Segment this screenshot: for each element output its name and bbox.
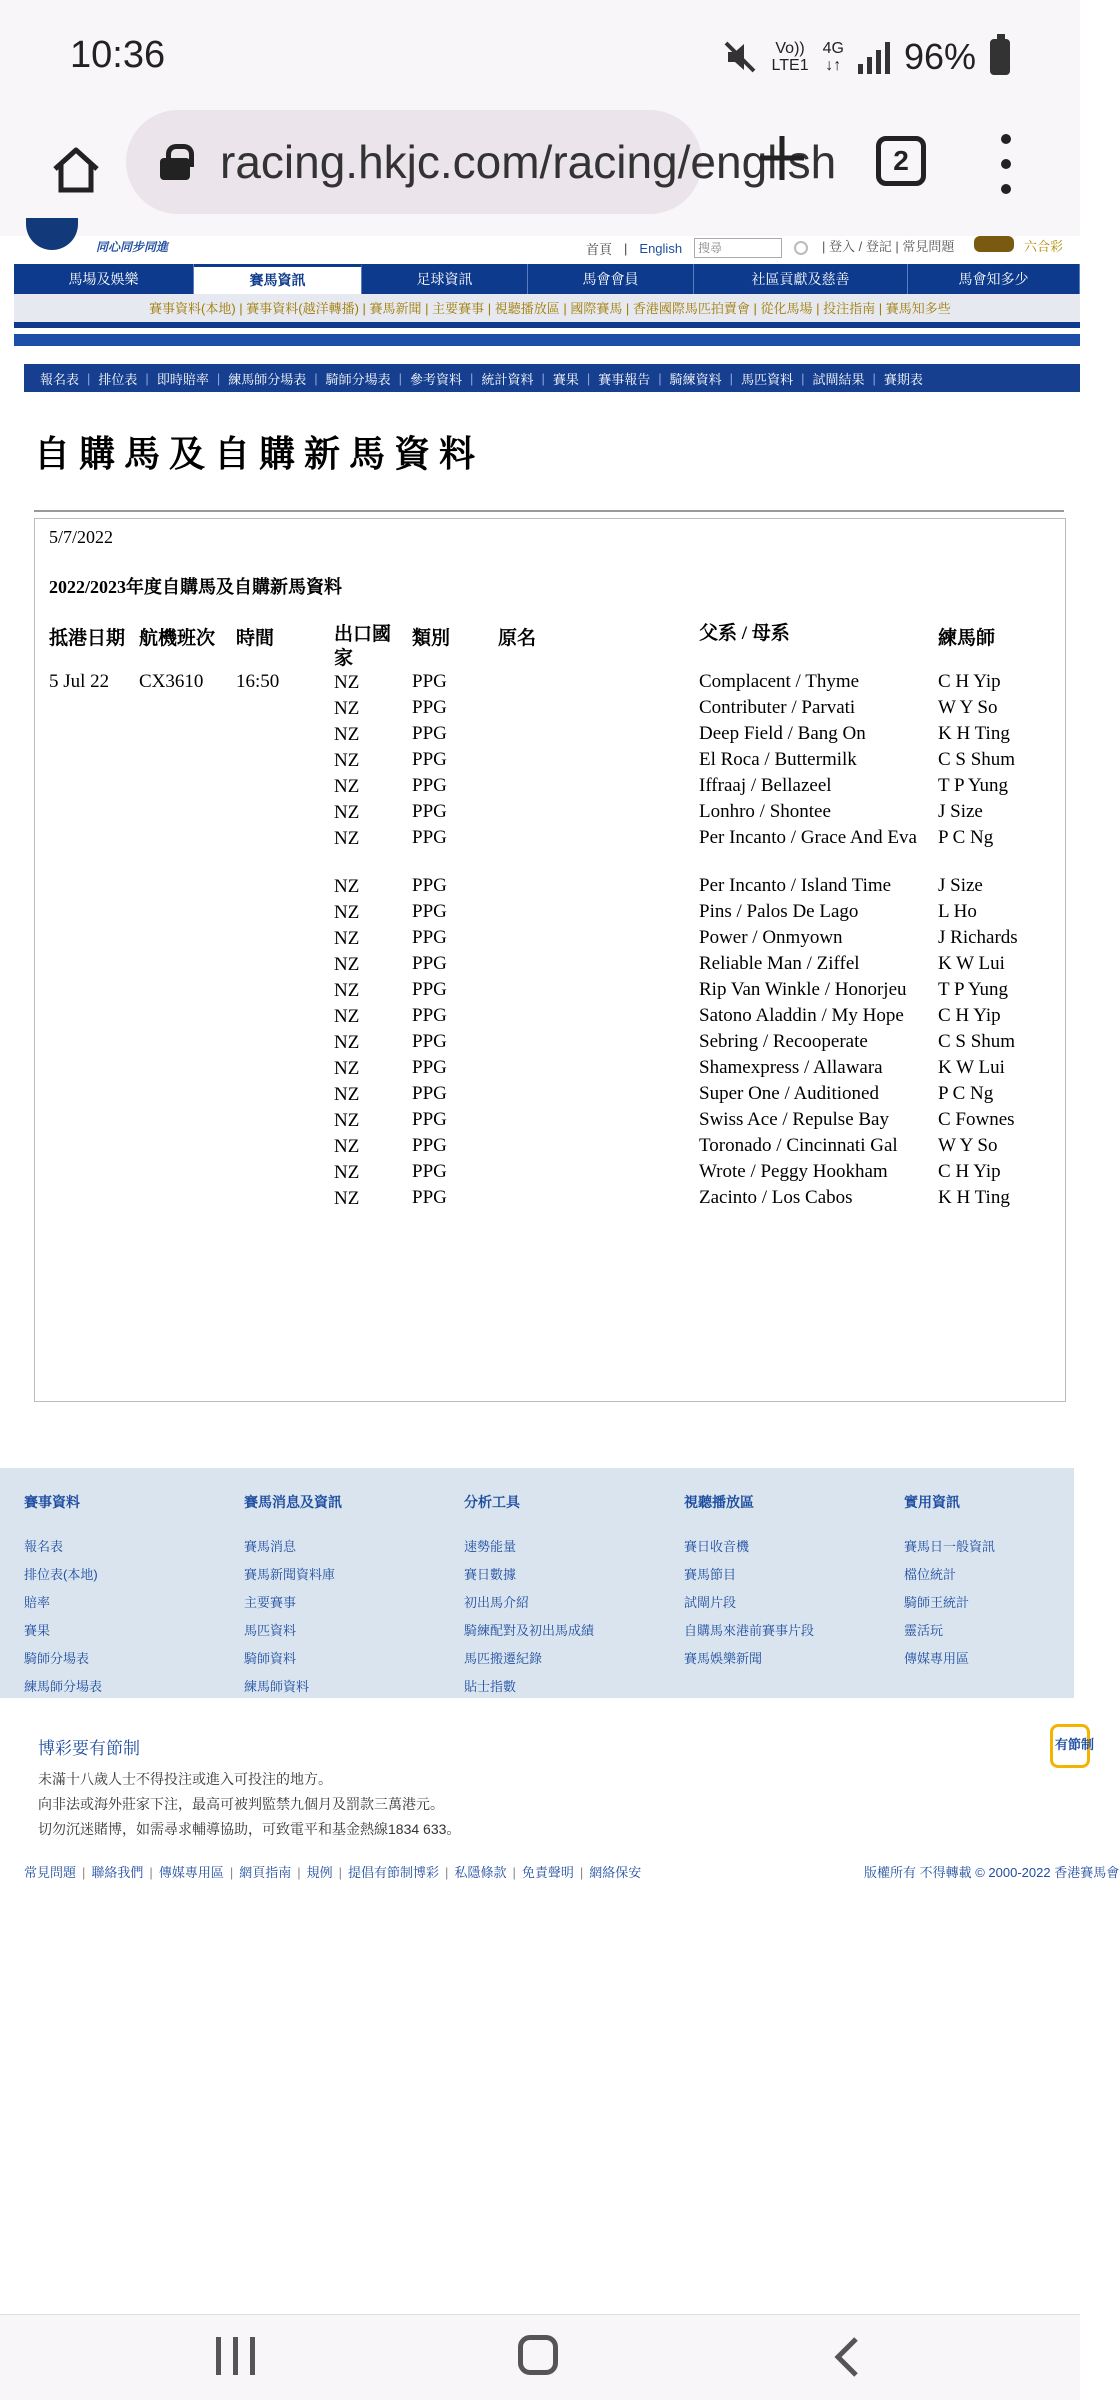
site-top-strip bbox=[0, 236, 1080, 264]
footer-link[interactable]: 賽果 bbox=[24, 1623, 51, 1638]
cell-country: NZ bbox=[334, 802, 360, 823]
sec-nav-odds[interactable]: 即時賠率 bbox=[156, 371, 209, 387]
footer-link[interactable]: 騎師王統計 bbox=[904, 1595, 970, 1610]
network-type bbox=[823, 40, 844, 74]
cell-country: NZ bbox=[334, 776, 360, 797]
publish-date: 5/7/2022 bbox=[49, 527, 114, 547]
cell-trainer: W Y So bbox=[938, 697, 998, 718]
cell-sire-dam: Sebring / Recooperate bbox=[699, 1031, 868, 1052]
footer-link[interactable]: 傳媒專用區 bbox=[904, 1651, 970, 1666]
footer-link[interactable]: 排位表(本地) bbox=[24, 1567, 98, 1582]
cell-trainer: K W Lui bbox=[938, 953, 1005, 974]
status-bar bbox=[0, 0, 1080, 110]
home-link[interactable]: 首頁 bbox=[586, 241, 613, 257]
cell-type: PPG bbox=[412, 697, 447, 718]
cell-sire-dam: Toronado / Cincinnati Gal bbox=[699, 1135, 898, 1156]
cell-type: PPG bbox=[412, 775, 447, 796]
footer-column-title[interactable]: 分析工具 bbox=[464, 1494, 520, 1510]
cell-type: PPG bbox=[412, 801, 447, 822]
cell-trainer: K H Ting bbox=[938, 1187, 1010, 1208]
responsible-line: 未滿十八歲人士不得投注或進入可投注的地方。 bbox=[38, 1771, 332, 1787]
footer-column-title[interactable]: 視聽播放區 bbox=[684, 1494, 754, 1510]
cell-sire-dam: Contributer / Parvati bbox=[699, 697, 856, 718]
home-nav-icon[interactable] bbox=[518, 2335, 558, 2375]
cell-trainer: T P Yung bbox=[938, 775, 1009, 796]
cell-sire-dam: Pins / Palos De Lago bbox=[699, 901, 859, 922]
footer-link[interactable]: 騎師分場表 bbox=[24, 1651, 90, 1666]
footer-link[interactable]: 賽馬娛樂新聞 bbox=[684, 1651, 763, 1666]
responsible-gambling-badge[interactable]: 有節制 bbox=[1050, 1724, 1090, 1768]
cell-trainer: C S Shum bbox=[938, 1031, 1016, 1052]
cell-sire-dam: El Roca / Buttermilk bbox=[699, 749, 857, 770]
main-nav-football[interactable]: 足球資訊 bbox=[362, 264, 528, 294]
footer-column bbox=[24, 1492, 102, 1704]
browser-toolbar bbox=[0, 110, 1080, 236]
footer-column-title[interactable]: 賽馬消息及資訊 bbox=[244, 1494, 342, 1510]
footer-link[interactable]: 騎師資料 bbox=[244, 1651, 297, 1666]
overflow-menu-icon[interactable] bbox=[996, 134, 1016, 194]
plus-icon bbox=[754, 130, 810, 186]
cell-trainer: T P Yung bbox=[938, 979, 1009, 1000]
footer-link[interactable]: 賠率 bbox=[24, 1595, 51, 1610]
cell-sire-dam: Deep Field / Bang On bbox=[699, 723, 866, 744]
footer-column-title[interactable]: 實用資訊 bbox=[904, 1494, 960, 1510]
cell-sire-dam: Zacinto / Los Cabos bbox=[699, 1187, 853, 1208]
cell-arrival-date: 5 Jul 22 bbox=[49, 671, 110, 692]
cell-type: PPG bbox=[412, 979, 447, 1000]
sec-nav-statistics[interactable]: 統計資料 bbox=[481, 371, 534, 387]
footer-link[interactable]: 試閘片段 bbox=[684, 1595, 737, 1610]
sec-nav-reference[interactable]: 參考資料 bbox=[410, 371, 463, 387]
responsible-line: 切勿沉迷賭博，如需尋求輔導協助，可致電平和基金熱線1834 633。 bbox=[38, 1821, 461, 1837]
footer-column bbox=[244, 1492, 342, 1704]
bottom-link[interactable]: 規例 bbox=[306, 1865, 333, 1880]
cell-type: PPG bbox=[412, 723, 447, 744]
network-type-bottom: ↓↑ bbox=[825, 57, 842, 74]
cell-country: NZ bbox=[334, 698, 360, 719]
hkjc-logo[interactable] bbox=[26, 218, 78, 250]
cell-country: NZ bbox=[334, 724, 360, 745]
address-bar[interactable] bbox=[126, 110, 837, 214]
cell-trainer: C H Yip bbox=[938, 1161, 1001, 1182]
responsible-line: 向非法或海外莊家下注，最高可被判監禁九個月及罰款三萬港元。 bbox=[38, 1796, 444, 1812]
import-horse-table bbox=[34, 518, 1066, 1402]
sec-nav-results[interactable]: 賽果 bbox=[552, 371, 579, 387]
footer-link[interactable]: 賽馬日一般資訊 bbox=[904, 1539, 996, 1554]
sec-nav-trainer-ranking[interactable]: 練馬師分場表 bbox=[228, 371, 307, 387]
cell-type: PPG bbox=[412, 671, 447, 692]
responsible-gambling bbox=[38, 1734, 460, 1844]
footer-link[interactable]: 練馬師分場表 bbox=[24, 1679, 103, 1694]
footer-link[interactable]: 自購馬來港前賽事片段 bbox=[684, 1623, 815, 1638]
cell-type: PPG bbox=[412, 901, 447, 922]
footer-column bbox=[684, 1492, 814, 1676]
cell-sire-dam: Iffraaj / Bellazeel bbox=[699, 775, 832, 796]
volte-bottom: LTE1 bbox=[771, 57, 809, 74]
header-arrival-date: 抵港日期 bbox=[49, 628, 126, 649]
home-icon bbox=[49, 143, 103, 197]
english-link[interactable]: English bbox=[639, 240, 683, 256]
cell-type: PPG bbox=[412, 749, 447, 770]
battery-percent: 96% bbox=[903, 36, 976, 77]
tab-switcher-button[interactable]: 2 bbox=[876, 136, 926, 186]
footer-link[interactable]: 騎練配對及初出馬成績 bbox=[464, 1623, 595, 1638]
cell-type: PPG bbox=[412, 953, 447, 974]
cell-type: PPG bbox=[412, 827, 447, 848]
footer-link[interactable]: 靈活玩 bbox=[904, 1623, 944, 1638]
login-links[interactable]: | 登入 / 登記 | 常見問題 bbox=[822, 239, 955, 254]
bottom-links: 常見問題 | 聯絡我們 | 傳媒專用區 | 網頁指南 | 規例 | 提倡有節制博彩 | 私隱條款 | 免責聲明 | 網絡保安 bbox=[24, 1865, 642, 1880]
header-sire-dam: 父系 / 母系 bbox=[699, 623, 790, 644]
status-icons bbox=[722, 36, 1010, 78]
cell-country: NZ bbox=[334, 1162, 360, 1183]
anniversary-badge bbox=[974, 236, 1014, 252]
back-icon[interactable] bbox=[830, 2335, 862, 2385]
cell-sire-dam: Super One / Auditioned bbox=[699, 1083, 879, 1104]
footer-link[interactable]: 練馬師資料 bbox=[244, 1679, 310, 1694]
cell-sire-dam: Power / Onmyown bbox=[699, 927, 843, 948]
web-page bbox=[0, 236, 1119, 2314]
footer-column-title[interactable]: 賽事資料 bbox=[24, 1494, 80, 1510]
cell-time: 16:50 bbox=[236, 671, 280, 692]
cell-type: PPG bbox=[412, 1005, 447, 1026]
bottom-link[interactable]: 提倡有節制博彩 bbox=[348, 1865, 440, 1880]
footer-link[interactable]: 檔位統計 bbox=[904, 1567, 957, 1582]
cell-trainer: C H Yip bbox=[938, 1005, 1001, 1026]
cell-trainer: P C Ng bbox=[938, 1083, 994, 1104]
main-nav-racecourse[interactable]: 馬場及娛樂 bbox=[14, 264, 194, 294]
cell-trainer: C Fownes bbox=[938, 1109, 1015, 1130]
cell-country: NZ bbox=[334, 1084, 360, 1105]
footer-link[interactable]: 報名表 bbox=[24, 1539, 64, 1554]
header-trainer: 練馬師 bbox=[938, 628, 996, 649]
footer-link[interactable]: 馬匹資料 bbox=[244, 1623, 297, 1638]
search-icon[interactable] bbox=[794, 241, 808, 255]
footer-column bbox=[904, 1492, 995, 1676]
footer-link[interactable]: 貼士指數 bbox=[464, 1679, 517, 1694]
signal-icon bbox=[858, 40, 890, 74]
mute-icon bbox=[722, 39, 758, 75]
footer-link[interactable]: 初出馬介紹 bbox=[464, 1595, 530, 1610]
sec-nav-fixtures[interactable]: 賽期表 bbox=[883, 371, 923, 387]
bottom-link[interactable]: 網頁指南 bbox=[239, 1865, 292, 1880]
cell-sire-dam: Reliable Man / Ziffel bbox=[699, 953, 860, 974]
footer-link[interactable]: 賽馬消息 bbox=[244, 1539, 297, 1554]
cell-trainer: C S Shum bbox=[938, 749, 1016, 770]
header-country: 出口國家 bbox=[334, 624, 392, 669]
header-time: 時間 bbox=[236, 628, 275, 649]
volte-indicator bbox=[772, 40, 809, 74]
main-nav-membership[interactable]: 馬會會員 bbox=[528, 264, 694, 294]
cell-trainer: K H Ting bbox=[938, 723, 1010, 744]
cell-trainer: K W Lui bbox=[938, 1057, 1005, 1078]
title-divider bbox=[34, 510, 1064, 512]
status-time: 10:36 bbox=[70, 34, 166, 76]
responsible-title: 博彩要有節制 bbox=[38, 1739, 140, 1758]
cell-country: NZ bbox=[334, 1188, 360, 1209]
cell-sire-dam: Complacent / Thyme bbox=[699, 671, 860, 692]
cell-type: PPG bbox=[412, 927, 447, 948]
cell-country: NZ bbox=[334, 928, 360, 949]
cell-country: NZ bbox=[334, 902, 360, 923]
cell-trainer: W Y So bbox=[938, 1135, 998, 1156]
new-tab-button[interactable] bbox=[742, 122, 822, 202]
cell-trainer: J Richards bbox=[938, 927, 1018, 948]
main-nav-community[interactable]: 社區貢獻及慈善 bbox=[694, 264, 908, 294]
top-links: 首頁 | English 搜尋 bbox=[586, 238, 808, 258]
season-title: 2022/2023年度自購馬及自購新馬資料 bbox=[49, 577, 342, 597]
bottom-link[interactable]: 私隱條款 bbox=[454, 1865, 507, 1880]
battery-icon bbox=[990, 39, 1010, 75]
footer-link[interactable]: 馬匹搬遷紀錄 bbox=[464, 1651, 543, 1666]
footer-link[interactable]: 賽馬節目 bbox=[684, 1567, 737, 1582]
footer-column bbox=[464, 1492, 594, 1704]
cell-trainer: C H Yip bbox=[938, 671, 1001, 692]
sec-nav-racecard[interactable]: 排位表 bbox=[98, 371, 138, 387]
nav-band bbox=[14, 334, 1080, 346]
recent-apps-icon[interactable] bbox=[216, 2337, 255, 2375]
cell-type: PPG bbox=[412, 1083, 447, 1104]
footer-link[interactable]: 賽馬新聞資料庫 bbox=[244, 1567, 336, 1582]
cell-country: NZ bbox=[334, 750, 360, 771]
cell-type: PPG bbox=[412, 1135, 447, 1156]
sub-nav[interactable]: 賽事資料(本地) | 賽事資料(越洋轉播) | 賽馬新聞 | 主要賽事 | 視聽播放區 | 國際賽馬 | 香港國際馬匹拍賣會 | 從化馬場 | 投注指南 | 賽馬知多些 bbox=[14, 294, 1080, 328]
page-title: 自購馬及自購新馬資料 bbox=[34, 434, 485, 475]
footer-link[interactable]: 賽日收音機 bbox=[684, 1539, 750, 1554]
home-button[interactable] bbox=[36, 130, 116, 210]
cell-sire-dam: Lonhro / Shontee bbox=[699, 801, 831, 822]
cell-country: NZ bbox=[334, 672, 360, 693]
cell-country: NZ bbox=[334, 980, 360, 1001]
cell-trainer: J Size bbox=[938, 875, 983, 896]
sec-nav-jockey-ranking[interactable]: 騎師分場表 bbox=[325, 371, 391, 387]
bottom-link[interactable]: 傳媒專用區 bbox=[158, 1865, 224, 1880]
main-nav-about[interactable]: 馬會知多少 bbox=[908, 264, 1080, 294]
cell-country: NZ bbox=[334, 828, 360, 849]
cell-sire-dam: Shamexpress / Allawara bbox=[699, 1057, 883, 1078]
volte-top: Vo)) bbox=[775, 40, 805, 57]
cell-country: NZ bbox=[334, 1032, 360, 1053]
cell-flight: CX3610 bbox=[139, 671, 204, 692]
cell-country: NZ bbox=[334, 954, 360, 975]
copyright: 版權所有 不得轉載 © 2000-2022 香港賽馬會 bbox=[864, 1865, 1119, 1880]
cell-country: NZ bbox=[334, 876, 360, 897]
footer-link[interactable]: 主要賽事 bbox=[244, 1595, 297, 1610]
main-nav-racing[interactable]: 賽馬資訊 bbox=[194, 264, 362, 294]
slogan: 同心同步同進 bbox=[96, 240, 169, 254]
lock-icon bbox=[160, 144, 190, 180]
footer-link[interactable]: 賽日數據 bbox=[464, 1567, 517, 1582]
system-nav-bar bbox=[0, 2314, 1080, 2400]
cell-trainer: J Size bbox=[938, 801, 983, 822]
cell-country: NZ bbox=[334, 1006, 360, 1027]
bottom-link[interactable]: 聯絡我們 bbox=[91, 1865, 144, 1880]
url-text: racing.hkjc.com/racing/english bbox=[220, 136, 837, 188]
sec-nav-entries[interactable]: 報名表 bbox=[40, 371, 80, 387]
cell-type: PPG bbox=[412, 1031, 447, 1052]
cell-type: PPG bbox=[412, 1161, 447, 1182]
cell-sire-dam: Rip Van Winkle / Honorjeu bbox=[699, 979, 907, 1000]
bottom-link[interactable]: 免責聲明 bbox=[521, 1865, 574, 1880]
header-flight: 航機班次 bbox=[139, 628, 216, 649]
footer-link[interactable]: 速勢能量 bbox=[464, 1539, 517, 1554]
site-footer bbox=[0, 1468, 1074, 1698]
main-nav bbox=[14, 264, 1080, 294]
header-type: 類別 bbox=[412, 628, 451, 649]
cell-type: PPG bbox=[412, 1109, 447, 1130]
sec-nav-trial-results[interactable]: 試閘結果 bbox=[812, 371, 865, 387]
cell-trainer: L Ho bbox=[938, 901, 977, 922]
header-name: 原名 bbox=[498, 628, 537, 649]
cell-type: PPG bbox=[412, 875, 447, 896]
sec-nav-horse-info[interactable]: 馬匹資料 bbox=[741, 371, 794, 387]
cell-country: NZ bbox=[334, 1136, 360, 1157]
cell-type: PPG bbox=[412, 1057, 447, 1078]
bottom-link[interactable]: 網絡保安 bbox=[589, 1865, 642, 1880]
cell-country: NZ bbox=[334, 1110, 360, 1131]
cell-sire-dam: Per Incanto / Grace And Eva bbox=[699, 827, 917, 848]
cell-type: PPG bbox=[412, 1187, 447, 1208]
site-search-input[interactable]: 搜尋 bbox=[694, 238, 782, 258]
cell-trainer: P C Ng bbox=[938, 827, 994, 848]
mark6-link[interactable]: 六合彩 bbox=[1024, 239, 1064, 254]
network-type-top: 4G bbox=[822, 40, 844, 57]
sec-nav-race-report[interactable]: 賽事報告 bbox=[598, 371, 651, 387]
cell-country: NZ bbox=[334, 1058, 360, 1079]
bottom-link[interactable]: 常見問題 bbox=[24, 1865, 77, 1880]
cell-sire-dam: Satono Aladdin / My Hope bbox=[699, 1005, 904, 1026]
cell-sire-dam: Per Incanto / Island Time bbox=[699, 875, 892, 896]
cell-sire-dam: Swiss Ace / Repulse Bay bbox=[699, 1109, 889, 1130]
racing-info-nav: 報名表 | 排位表 | 即時賠率 | 練馬師分場表 | 騎師分場表 | 參考資料 | 統計資料 | 賽果 | 賽事報告 | 騎練資料 | 馬匹資料 | 試閘結果 | 賽期表 bbox=[24, 364, 1080, 392]
cell-sire-dam: Wrote / Peggy Hookham bbox=[699, 1161, 888, 1182]
sec-nav-jockey-trainer[interactable]: 騎練資料 bbox=[669, 371, 722, 387]
